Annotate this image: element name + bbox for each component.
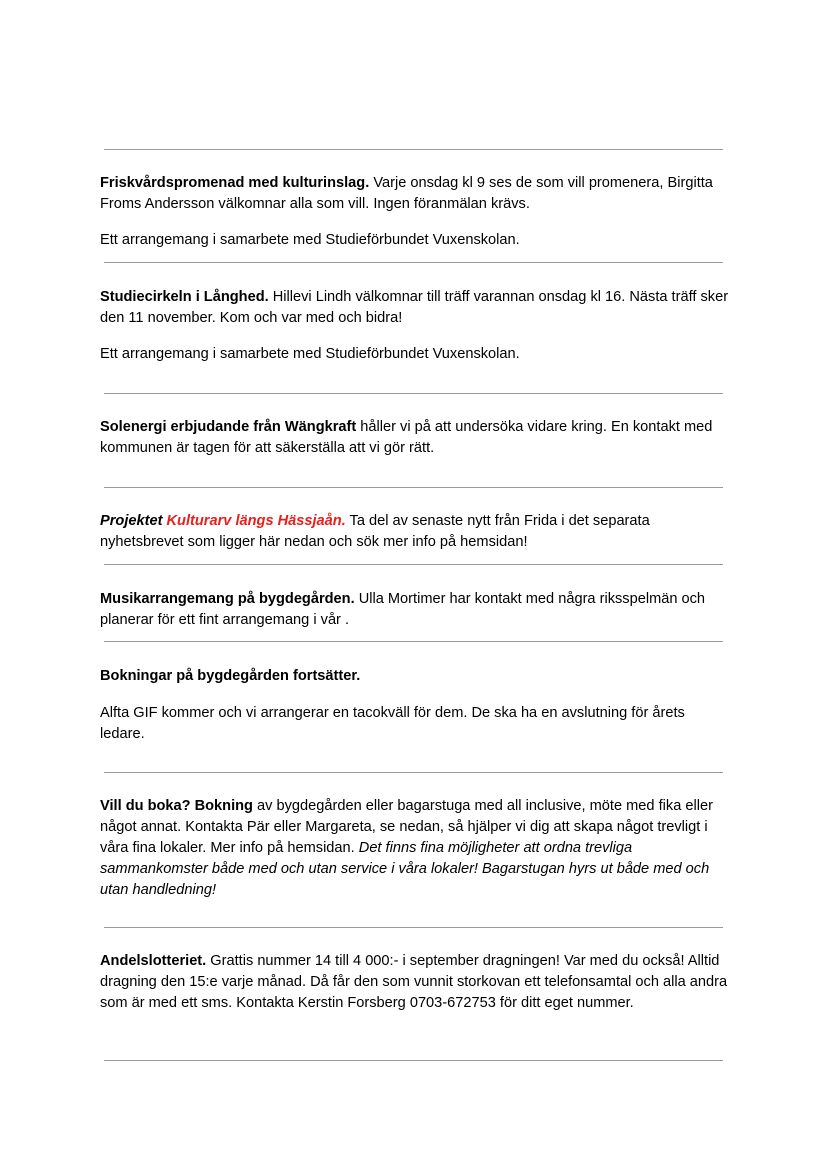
divider bbox=[104, 149, 723, 150]
item-bokningar: Alfta GIF kommer och vi arrangerar en tacokväll för dem. De ska ha en avslutning för årets ledare. bbox=[100, 705, 685, 742]
item-title: Andelslotteriet. bbox=[100, 953, 207, 969]
item-title: Bokningar på bygdegården fortsätter. bbox=[100, 668, 361, 684]
item-title: Friskvårdspromenad med kulturinslag. bbox=[100, 175, 370, 191]
item-text: Ta del av senaste nytt från Frida i det separata nyhetsbrevet som ligger här nedan och sök mer info på hemsidan! bbox=[100, 513, 650, 550]
item-title: Studiecirkeln i Långhed. bbox=[100, 289, 269, 305]
item-text: Ulla Mortimer har kontakt med några riksspelmän och planerar för ett fint arrangemang i vår . bbox=[100, 591, 706, 628]
item-note: Ett arrangemang i samarbete med Studieförbundet Vuxenskolan. bbox=[100, 232, 520, 248]
item-solenergi bbox=[100, 417, 732, 459]
item-italic-text: Det finns fina möjligheter att ordna trevliga sammankomster både med och utan service i våra lokaler! Bagarstugan hyrs ut både med och utan handledning! bbox=[100, 840, 710, 898]
item-lotteri bbox=[100, 951, 732, 1014]
item-note: Ett arrangemang i samarbete med Studieförbundet Vuxenskolan. bbox=[100, 346, 520, 362]
divider bbox=[104, 487, 723, 488]
item-title: Vill du boka? Bokning bbox=[100, 798, 253, 814]
item-title-prefix: Projektet bbox=[100, 513, 167, 529]
divider bbox=[104, 393, 723, 394]
divider bbox=[104, 927, 723, 928]
item-text: håller vi på att undersöka vidare kring. En kontakt med kommunen är tagen för att säkerställa att vi gör rätt. bbox=[100, 419, 713, 456]
divider bbox=[104, 641, 723, 642]
divider bbox=[104, 564, 723, 565]
item-text: Varje onsdag kl 9 ses de som vill promenera, Birgitta Froms Andersson välkomnar alla som vill. Ingen föranmälan krävs. bbox=[100, 175, 713, 212]
item-title: Musikarrangemang på bygdegården. bbox=[100, 591, 355, 607]
item-text: Grattis nummer 14 till 4 000:- i september dragningen! Var med du också! Alltid dragning den 15:e varje månad. Då får den som vunnit storkovan ett telefonsamtal och alla andra som är med ett sms. Kontakta Kerstin Forsberg 0703-672753 för ditt eget nummer. bbox=[100, 953, 728, 1011]
divider bbox=[104, 772, 723, 773]
item-boka bbox=[100, 796, 732, 901]
project-name: Kulturarv längs Hässjaån. bbox=[166, 513, 346, 529]
item-studiecirkel bbox=[100, 287, 732, 329]
item-musik bbox=[100, 589, 732, 631]
item-title: Solenergi erbjudande från Wängkraft bbox=[100, 419, 357, 435]
item-text: Hillevi Lindh välkomnar till träff varannan onsdag kl 16. Nästa träff sker den 11 november. Kom och var med och bidra! bbox=[100, 289, 729, 326]
item-text: av bygdegården eller bagarstuga med all inclusive, möte med fika eller något annat. Kontakta Pär eller Margareta, se nedan, så hjälper vi dig att skapa något trevligt i våra fina lokaler. Mer info på hemsidan. bbox=[100, 798, 713, 856]
item-kulturarv bbox=[100, 511, 732, 553]
divider bbox=[104, 1060, 723, 1061]
divider bbox=[104, 262, 723, 263]
item-friskvard bbox=[100, 173, 732, 215]
